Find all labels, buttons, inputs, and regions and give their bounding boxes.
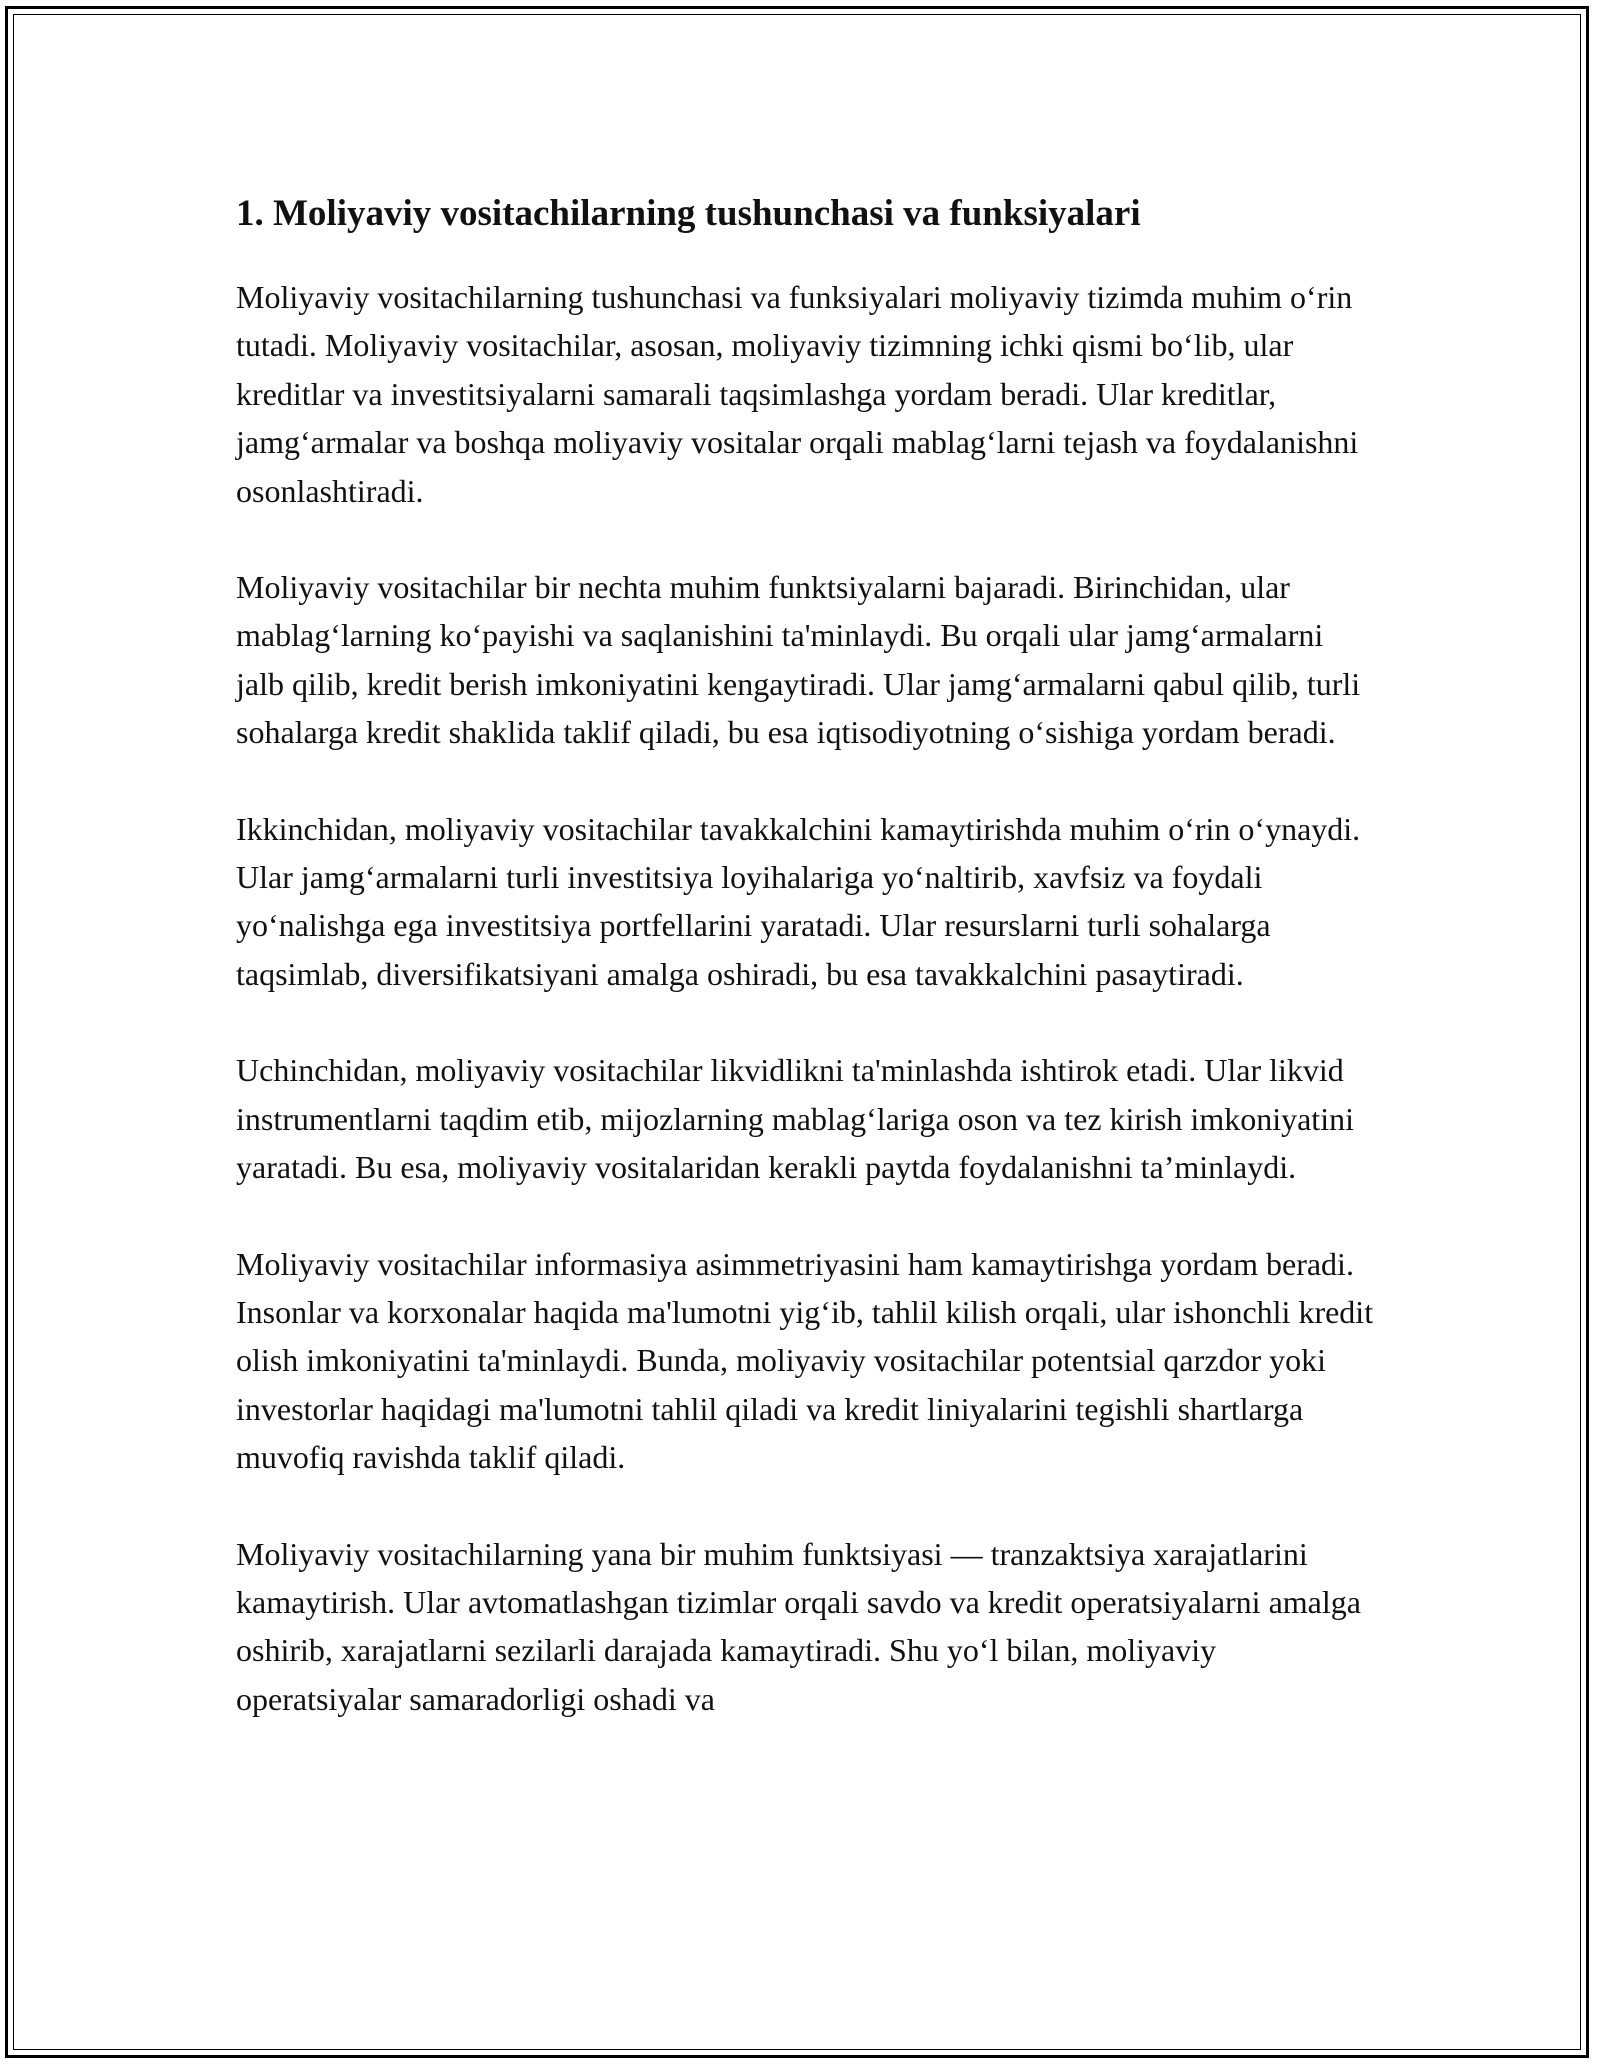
paragraph-3: Ikkinchidan, moliyaviy vositachilar tavakkalchini kamaytirishda muhim o‘rin o‘ynaydi. Ular jamg‘armalarni turli investitsiya loyihalariga yo‘naltirib, xavfsiz va foydali yo‘nalishga ega investitsiya portfellarini yaratadi. Ular resurslarni turli sohalarga taqsimlab, diversifikatsiyani amalga oshiradi, bu esa tavakkalchini pasaytiradi. (236, 810, 1361, 992)
paragraph-4: Uchinchidan, moliyaviy vositachilar likvidlikni ta'minlashda ishtirok etadi. Ular likvid instrumentlarni taqdim etib, mijozlarning mablag‘lariga oson va tez kirish imkoniyatini yaratadi. Bu esa, moliyaviy vositalaridan kerakli paytda foydalanishni ta’minlaydi. (236, 1052, 1354, 1186)
paragraph-5: Moliyaviy vositachilar informasiya asimmetriyasini ham kamaytirishga yordam beradi. Insonlar va korxonalar haqida ma'lumotni yig‘ib, tahlil kilish orqali, ular ishonchli kredit olish imkoniyatini ta'minlaydi. Bunda, moliyaviy vositachilar potentsial qarzdor yoki investorlar haqidagi ma'lumotni tahlil qiladi va kredit liniyalarini tegishli shartlarga muvofiq ravishda taklif qiladi. (236, 1245, 1374, 1476)
section-heading: 1. Moliyaviy vositachilarning tushunchasi va funksiyalari (236, 193, 1141, 234)
paragraph-6: Moliyaviy vositachilarning yana bir muhim funktsiyasi — tranzaktsiya xarajatlarini kamaytirish. Ular avtomatlashgan tizimlar orqali savdo va kredit operatsiyalarni amalga oshirib, xarajatlarni sezilarli darajada kamaytiradi. Shu yo‘l bilan, moliyaviy operatsiyalar samaradorligi oshadi va (236, 1535, 1361, 1717)
paragraph-2: Moliyaviy vositachilar bir nechta muhim funktsiyalarni bajaradi. Birinchidan, ular mablag‘larning ko‘payishi va saqlanishini ta'minlaydi. Bu orqali ular jamg‘armalarni jalb qilib, kredit berish imkoniyatini kengaytiradi. Ular jamg‘armalarni qabul qilib, turli sohalarga kredit shaklida taklif qiladi, bu esa iqtisodiyotning o‘sishiga yordam beradi. (236, 569, 1361, 751)
paragraph-1: Moliyaviy vositachilarning tushunchasi va funksiyalari moliyaviy tizimda muhim o‘rin tutadi. Moliyaviy vositachilar, asosan, moliyaviy tizimning ichki qismi bo‘lib, ular kreditlar va investitsiyalarni samarali taqsimlashga yordam beradi. Ular kreditlar, jamg‘armalar va boshqa moliyaviy vositalar orqali mablag‘larni tejash va foydalanishni osonlashtiradi. (236, 279, 1359, 509)
document-body (236, 186, 1376, 1771)
